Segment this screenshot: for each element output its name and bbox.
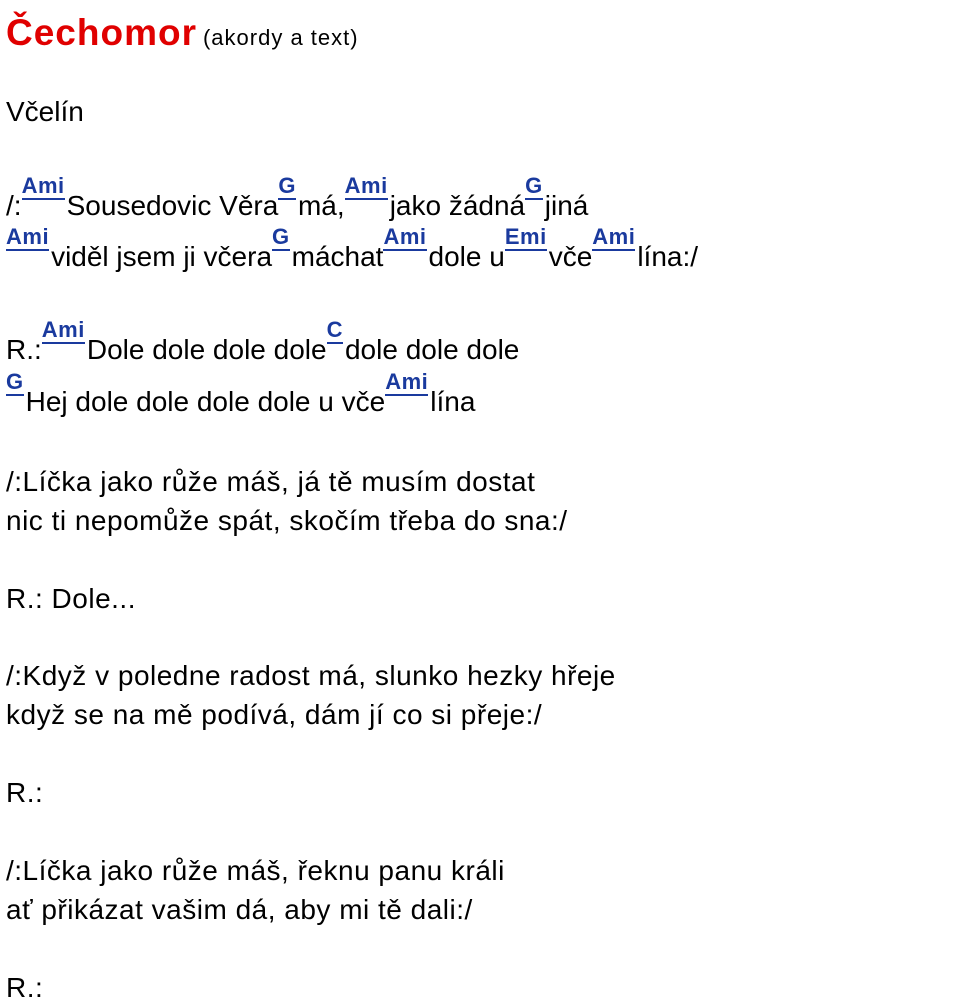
chord-label: Emi xyxy=(505,225,547,251)
chord-segment xyxy=(6,336,42,364)
chord-segment xyxy=(6,192,22,220)
chord-segment xyxy=(385,368,476,417)
lyric-text: jako žádná xyxy=(389,190,526,221)
chord-label: G xyxy=(6,370,24,396)
chord-label: G xyxy=(272,225,290,251)
lyric-text: má, xyxy=(297,190,345,221)
verse4-line2: ať přikázat vašim dá, aby mi tě dali:/ xyxy=(6,894,473,925)
chord-segment xyxy=(272,223,384,272)
verse4-line1: /:Líčka jako růže máš, řeknu panu králi xyxy=(6,855,505,886)
lyric-text: Sousedovic Věra xyxy=(66,190,279,221)
page-subtitle: (akordy a text) xyxy=(202,25,359,50)
chord-segment xyxy=(6,368,386,417)
chord-segment xyxy=(344,172,526,221)
lyric-text: lína:/ xyxy=(637,241,699,272)
chord-segment xyxy=(21,172,279,221)
chord-label: Ami xyxy=(22,174,65,200)
chord-label: G xyxy=(278,174,296,200)
verse2-line2: nic ti nepomůže spát, skočím třeba do sna:/ xyxy=(6,505,568,536)
chord-segment xyxy=(41,316,327,365)
artist-name: Čechomor xyxy=(6,12,197,53)
chord-label: Ami xyxy=(592,225,635,251)
lyric-text: R.: xyxy=(6,334,42,365)
verse3-line2: když se na mě podívá, dám jí co si přeje:/ xyxy=(6,699,543,730)
lyric-text: dole u xyxy=(428,241,505,272)
page-header xyxy=(6,12,359,54)
refrain-marker-4: R.: xyxy=(6,972,44,1003)
chord-segment xyxy=(592,223,699,272)
refrain-marker-3: R.: xyxy=(6,777,44,808)
chord-segment xyxy=(326,316,520,365)
chord-segment xyxy=(278,172,345,221)
chord-label: Ami xyxy=(6,225,49,251)
chord-label: Ami xyxy=(345,174,388,200)
verse3-line1: /:Když v poledne radost má, slunko hezky hřeje xyxy=(6,660,616,691)
chorus-line1 xyxy=(6,316,520,365)
chorus-line2 xyxy=(6,368,476,417)
chord-label: Ami xyxy=(385,370,428,396)
lyric-text: máchat xyxy=(291,241,384,272)
chord-segment xyxy=(6,223,273,272)
lyric-text: dole dole dole xyxy=(344,334,520,365)
lyric-text: /: xyxy=(6,190,22,221)
lyric-text: jiná xyxy=(544,190,589,221)
verse1-line2 xyxy=(6,223,699,272)
lyric-text: viděl jsem ji včera xyxy=(51,241,273,272)
lyric-text: vče xyxy=(548,241,593,272)
chord-label: C xyxy=(327,318,343,344)
verse2-line1: /:Líčka jako růže máš, já tě musím dostat xyxy=(6,466,536,497)
chord-label: Ami xyxy=(383,225,426,251)
lyric-text: lína xyxy=(430,386,476,417)
chord-segment xyxy=(504,223,593,272)
refrain-marker-2: R.: Dole... xyxy=(6,583,136,614)
lyric-text: Hej dole dole dole dole u vče xyxy=(25,386,386,417)
lyric-text: Dole dole dole dole xyxy=(86,334,327,365)
chord-label: Ami xyxy=(42,318,85,344)
verse1-line1 xyxy=(6,172,589,221)
chord-label: G xyxy=(525,174,543,200)
chord-segment xyxy=(525,172,589,221)
song-title: Včelín xyxy=(6,96,84,127)
chord-segment xyxy=(383,223,505,272)
